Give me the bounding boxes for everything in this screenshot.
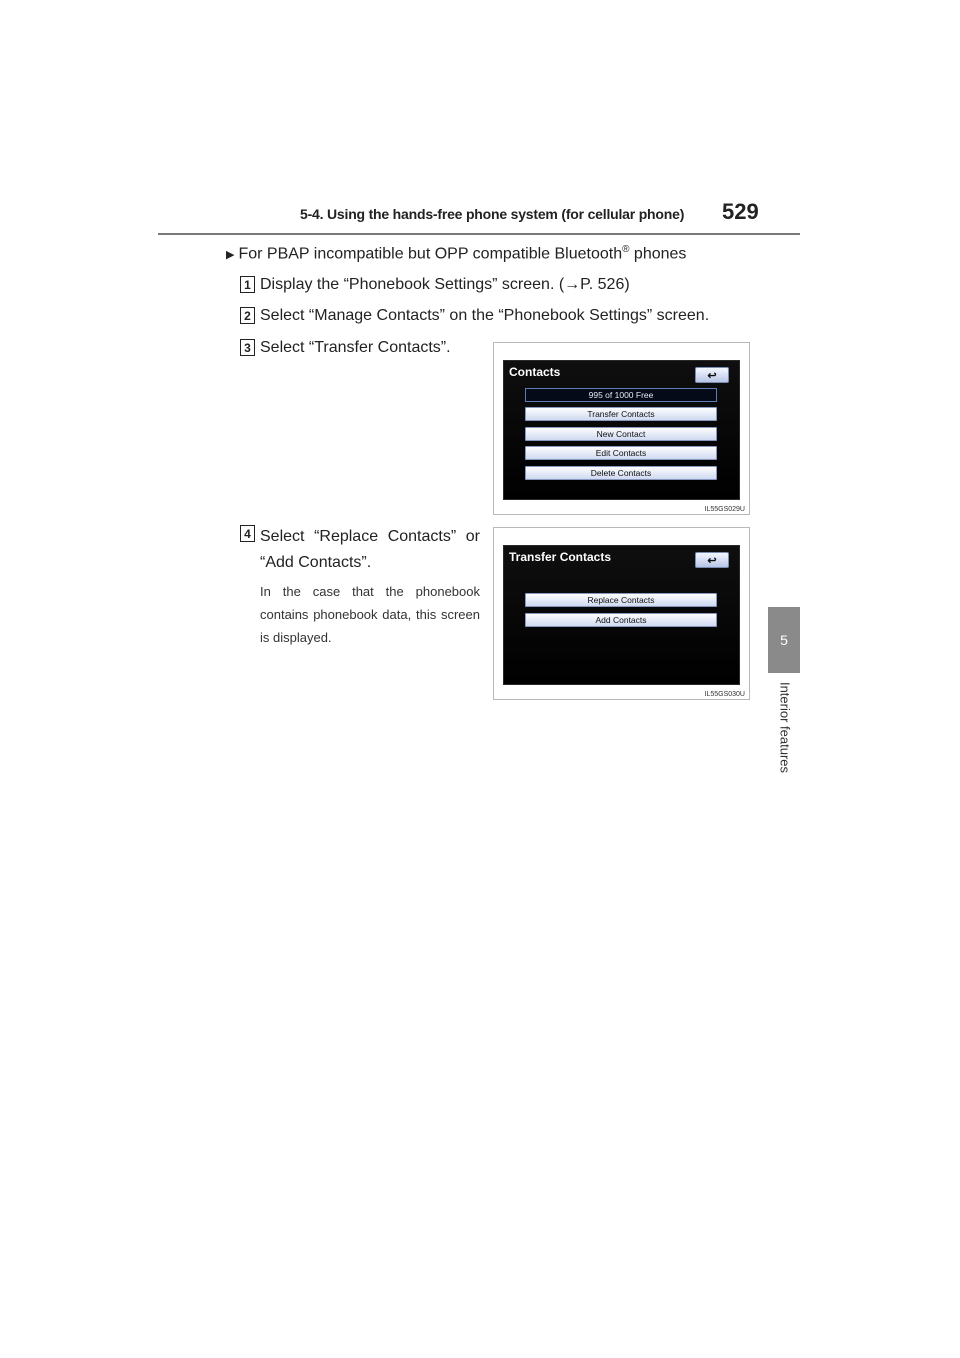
new-contact-button[interactable]: New Contact xyxy=(525,427,717,441)
add-contacts-button[interactable]: Add Contacts xyxy=(525,613,717,627)
screen-title: Contacts xyxy=(509,365,561,379)
transfer-contacts-button[interactable]: Transfer Contacts xyxy=(525,407,717,421)
transfer-contacts-screen-figure xyxy=(493,527,750,700)
chapter-label: Interior features xyxy=(777,681,793,774)
contacts-screen-figure xyxy=(493,342,750,515)
step-text: Select “Replace Contacts” or “Add Contacts”. xyxy=(260,528,480,571)
figure-code: IL55GS029U xyxy=(704,506,745,513)
screen-display xyxy=(503,360,740,500)
figure-code: IL55GS030U xyxy=(704,691,745,698)
step-number: 2 xyxy=(240,307,255,324)
screen-title: Transfer Contacts xyxy=(509,550,612,564)
intro-line xyxy=(226,244,686,263)
return-arrow-icon[interactable]: ↩ xyxy=(695,552,729,568)
header-divider xyxy=(158,233,800,235)
intro-tail: phones xyxy=(629,245,687,263)
free-count-display: 995 of 1000 Free xyxy=(525,388,717,402)
step-text: Select “Transfer Contacts”. xyxy=(260,339,451,356)
screen-display xyxy=(503,545,740,685)
delete-contacts-button[interactable]: Delete Contacts xyxy=(525,466,717,480)
step-number: 1 xyxy=(240,276,255,293)
intro-text: For PBAP incompatible but OPP compatible Bluetooth xyxy=(238,245,623,263)
step-number: 3 xyxy=(240,339,255,356)
section-header: 5-4. Using the hands-free phone system (for cellular phone) xyxy=(300,206,685,222)
chapter-tab: 5 xyxy=(768,607,800,673)
step-number: 4 xyxy=(240,525,255,542)
registered-mark: ® xyxy=(622,244,630,255)
step-text: Select “Manage Contacts” on the “Phonebook Settings” screen. xyxy=(260,307,710,324)
return-arrow-icon[interactable]: ↩ xyxy=(695,367,729,383)
step-text: Display the “Phonebook Settings” screen. (→P. 526) xyxy=(260,276,630,293)
triangle-right-icon: ▶ xyxy=(226,249,235,262)
page-number: 529 xyxy=(722,199,759,224)
note-text: In the case that the phonebook contains phonebook data, this screen is displayed. xyxy=(260,584,480,645)
edit-contacts-button[interactable]: Edit Contacts xyxy=(525,446,717,460)
replace-contacts-button[interactable]: Replace Contacts xyxy=(525,593,717,607)
